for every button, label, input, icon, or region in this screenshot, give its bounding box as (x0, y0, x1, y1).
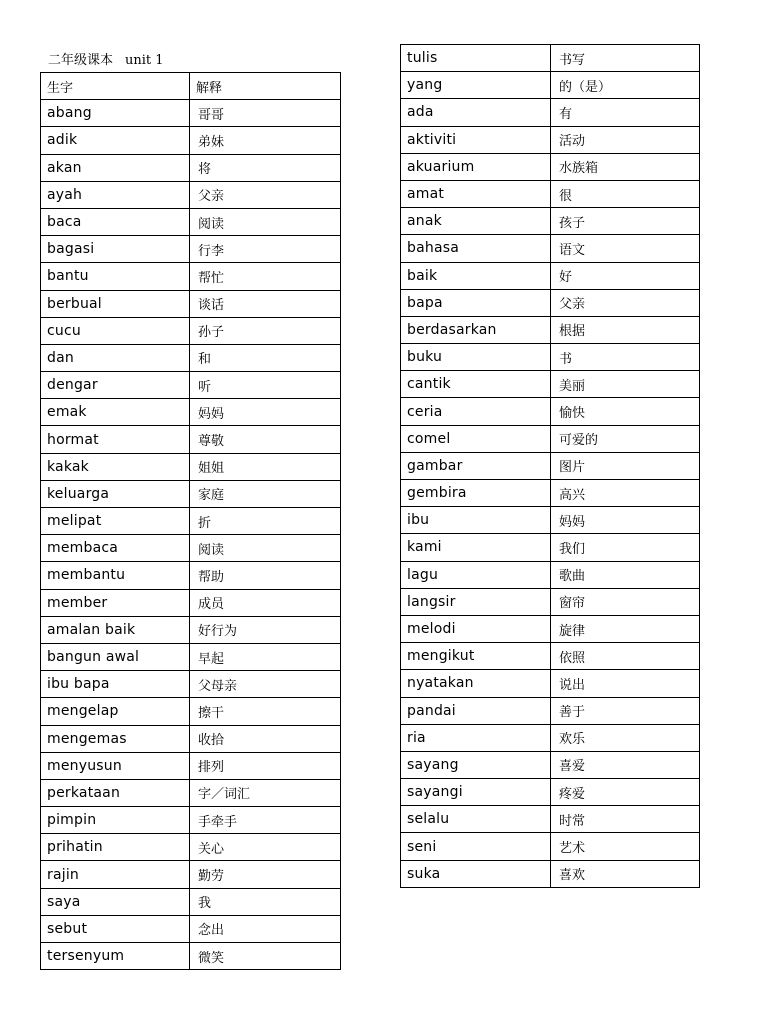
word-cell: baca (41, 208, 190, 235)
meaning-cell: 孙子 (190, 317, 341, 344)
table-row (41, 535, 341, 562)
word-cell: bantu (41, 263, 190, 290)
table-row (401, 806, 700, 833)
word-cell: abang (41, 100, 190, 127)
meaning-cell: 谈话 (190, 290, 341, 317)
word-cell: pimpin (41, 807, 190, 834)
meaning-cell: 妈妈 (190, 399, 341, 426)
meaning-cell: 时常 (551, 806, 700, 833)
word-cell: berdasarkan (401, 316, 551, 343)
meaning-cell: 行李 (190, 236, 341, 263)
word-cell: buku (401, 344, 551, 371)
table-row (401, 262, 700, 289)
word-cell: saya (41, 888, 190, 915)
word-cell: seni (401, 833, 551, 860)
meaning-cell: 愉快 (551, 398, 700, 425)
table-row (401, 208, 700, 235)
table-row (41, 943, 341, 970)
table-row (401, 153, 700, 180)
table-row (401, 235, 700, 262)
meaning-cell: 歌曲 (551, 561, 700, 588)
table-row (41, 372, 341, 399)
table-row (401, 398, 700, 425)
meaning-cell: 尊敬 (190, 426, 341, 453)
table-row (41, 453, 341, 480)
meaning-cell: 姐姐 (190, 453, 341, 480)
meaning-cell: 喜爱 (551, 751, 700, 778)
word-cell: comel (401, 425, 551, 452)
meaning-cell: 好 (551, 262, 700, 289)
table-row (41, 317, 341, 344)
meaning-cell: 我们 (551, 534, 700, 561)
table-row (401, 45, 700, 72)
word-cell: tulis (401, 45, 551, 72)
table-row (401, 833, 700, 860)
table-row (41, 263, 341, 290)
table-row (41, 807, 341, 834)
word-cell: ria (401, 724, 551, 751)
word-cell: member (41, 589, 190, 616)
word-cell: perkataan (41, 779, 190, 806)
table-row (41, 616, 341, 643)
vocab-table-left (40, 72, 341, 970)
word-cell: kami (401, 534, 551, 561)
meaning-cell: 窗帘 (551, 588, 700, 615)
meaning-cell: 帮助 (190, 562, 341, 589)
meaning-cell: 念出 (190, 915, 341, 942)
table-row (41, 752, 341, 779)
meaning-cell: 高兴 (551, 480, 700, 507)
meaning-cell: 美丽 (551, 371, 700, 398)
meaning-cell: 图片 (551, 452, 700, 479)
meaning-cell: 阅读 (190, 535, 341, 562)
header-meaning: 解释 (190, 73, 341, 100)
table-row (41, 236, 341, 263)
table-row (41, 399, 341, 426)
meaning-cell: 帮忙 (190, 263, 341, 290)
meaning-cell: 语文 (551, 235, 700, 262)
table-row (41, 779, 341, 806)
table-row (401, 289, 700, 316)
word-cell: cucu (41, 317, 190, 344)
table-row (401, 643, 700, 670)
meaning-cell: 和 (190, 344, 341, 371)
table-row (41, 589, 341, 616)
word-cell: sayang (401, 751, 551, 778)
table-header-row (41, 73, 341, 100)
title-chinese: 二年级课本 (48, 53, 114, 68)
meaning-cell: 说出 (551, 670, 700, 697)
table-row (41, 643, 341, 670)
meaning-cell: 成员 (190, 589, 341, 616)
meaning-cell: 旋律 (551, 615, 700, 642)
title-unit: unit 1 (125, 53, 164, 68)
table-row (401, 724, 700, 751)
table-row (41, 834, 341, 861)
table-row (401, 425, 700, 452)
table-row (401, 344, 700, 371)
word-cell: anak (401, 208, 551, 235)
word-cell: berbual (41, 290, 190, 317)
meaning-cell: 有 (551, 99, 700, 126)
meaning-cell: 书 (551, 344, 700, 371)
word-cell: amat (401, 180, 551, 207)
table-row (41, 725, 341, 752)
meaning-cell: 擦干 (190, 698, 341, 725)
word-cell: hormat (41, 426, 190, 453)
meaning-cell: 折 (190, 508, 341, 535)
word-cell: bahasa (401, 235, 551, 262)
table-row (401, 751, 700, 778)
meaning-cell: 妈妈 (551, 507, 700, 534)
table-row (401, 480, 700, 507)
word-cell: nyatakan (401, 670, 551, 697)
meaning-cell: 父亲 (190, 181, 341, 208)
word-cell: akuarium (401, 153, 551, 180)
meaning-cell: 书写 (551, 45, 700, 72)
meaning-cell: 欢乐 (551, 724, 700, 751)
meaning-cell: 将 (190, 154, 341, 181)
meaning-cell: 勤劳 (190, 861, 341, 888)
word-cell: prihatin (41, 834, 190, 861)
table-row (401, 126, 700, 153)
table-row (401, 588, 700, 615)
word-cell: emak (41, 399, 190, 426)
table-row (41, 154, 341, 181)
meaning-cell: 弟妹 (190, 127, 341, 154)
meaning-cell: 手牵手 (190, 807, 341, 834)
word-cell: aktiviti (401, 126, 551, 153)
table-row (41, 888, 341, 915)
table-row (41, 915, 341, 942)
word-cell: membaca (41, 535, 190, 562)
meaning-cell: 父母亲 (190, 671, 341, 698)
word-cell: bangun awal (41, 643, 190, 670)
table-row (401, 534, 700, 561)
table-row (401, 860, 700, 887)
word-cell: bagasi (41, 236, 190, 263)
word-cell: bapa (401, 289, 551, 316)
table-row (401, 615, 700, 642)
table-row (41, 562, 341, 589)
word-cell: akan (41, 154, 190, 181)
meaning-cell: 早起 (190, 643, 341, 670)
word-cell: melodi (401, 615, 551, 642)
meaning-cell: 阅读 (190, 208, 341, 235)
table-row (401, 697, 700, 724)
word-cell: adik (41, 127, 190, 154)
table-row (401, 180, 700, 207)
vocab-table-right (400, 44, 700, 888)
word-cell: gambar (401, 452, 551, 479)
table-row (41, 344, 341, 371)
table-row (41, 508, 341, 535)
meaning-cell: 微笑 (190, 943, 341, 970)
table-row (41, 480, 341, 507)
meaning-cell: 根据 (551, 316, 700, 343)
word-cell: membantu (41, 562, 190, 589)
word-cell: yang (401, 72, 551, 99)
word-cell: tersenyum (41, 943, 190, 970)
table-row (401, 72, 700, 99)
word-cell: pandai (401, 697, 551, 724)
meaning-cell: 关心 (190, 834, 341, 861)
word-cell: ibu (401, 507, 551, 534)
word-cell: langsir (401, 588, 551, 615)
word-cell: rajin (41, 861, 190, 888)
word-cell: selalu (401, 806, 551, 833)
meaning-cell: 家庭 (190, 480, 341, 507)
word-cell: melipat (41, 508, 190, 535)
meaning-cell: 艺术 (551, 833, 700, 860)
meaning-cell: 父亲 (551, 289, 700, 316)
table-row (401, 779, 700, 806)
word-cell: cantik (401, 371, 551, 398)
word-cell: ceria (401, 398, 551, 425)
table-row (41, 861, 341, 888)
page-title (48, 49, 164, 68)
meaning-cell: 喜欢 (551, 860, 700, 887)
table-row (401, 507, 700, 534)
word-cell: mengikut (401, 643, 551, 670)
table-row (41, 698, 341, 725)
word-cell: ayah (41, 181, 190, 208)
table-row (41, 127, 341, 154)
meaning-cell: 依照 (551, 643, 700, 670)
word-cell: dengar (41, 372, 190, 399)
word-cell: sebut (41, 915, 190, 942)
meaning-cell: 的（是） (551, 72, 700, 99)
word-cell: menyusun (41, 752, 190, 779)
word-cell: gembira (401, 480, 551, 507)
table-row (41, 100, 341, 127)
meaning-cell: 善于 (551, 697, 700, 724)
meaning-cell: 收拾 (190, 725, 341, 752)
word-cell: amalan baik (41, 616, 190, 643)
table-row (41, 426, 341, 453)
meaning-cell: 活动 (551, 126, 700, 153)
table-row (401, 670, 700, 697)
meaning-cell: 水族箱 (551, 153, 700, 180)
meaning-cell: 好行为 (190, 616, 341, 643)
meaning-cell: 疼爱 (551, 779, 700, 806)
table-row (401, 371, 700, 398)
word-cell: ibu bapa (41, 671, 190, 698)
word-cell: suka (401, 860, 551, 887)
meaning-cell: 可爱的 (551, 425, 700, 452)
table-row (401, 452, 700, 479)
meaning-cell: 听 (190, 372, 341, 399)
meaning-cell: 很 (551, 180, 700, 207)
table-row (401, 316, 700, 343)
word-cell: baik (401, 262, 551, 289)
word-cell: mengemas (41, 725, 190, 752)
word-cell: mengelap (41, 698, 190, 725)
word-cell: keluarga (41, 480, 190, 507)
table-row (41, 208, 341, 235)
table-row (401, 99, 700, 126)
word-cell: dan (41, 344, 190, 371)
meaning-cell: 字／词汇 (190, 779, 341, 806)
meaning-cell: 排列 (190, 752, 341, 779)
meaning-cell: 我 (190, 888, 341, 915)
table-row (401, 561, 700, 588)
meaning-cell: 哥哥 (190, 100, 341, 127)
word-cell: sayangi (401, 779, 551, 806)
meaning-cell: 孩子 (551, 208, 700, 235)
word-cell: kakak (41, 453, 190, 480)
table-row (41, 181, 341, 208)
header-word: 生字 (41, 73, 190, 100)
word-cell: lagu (401, 561, 551, 588)
table-row (41, 290, 341, 317)
table-row (41, 671, 341, 698)
word-cell: ada (401, 99, 551, 126)
